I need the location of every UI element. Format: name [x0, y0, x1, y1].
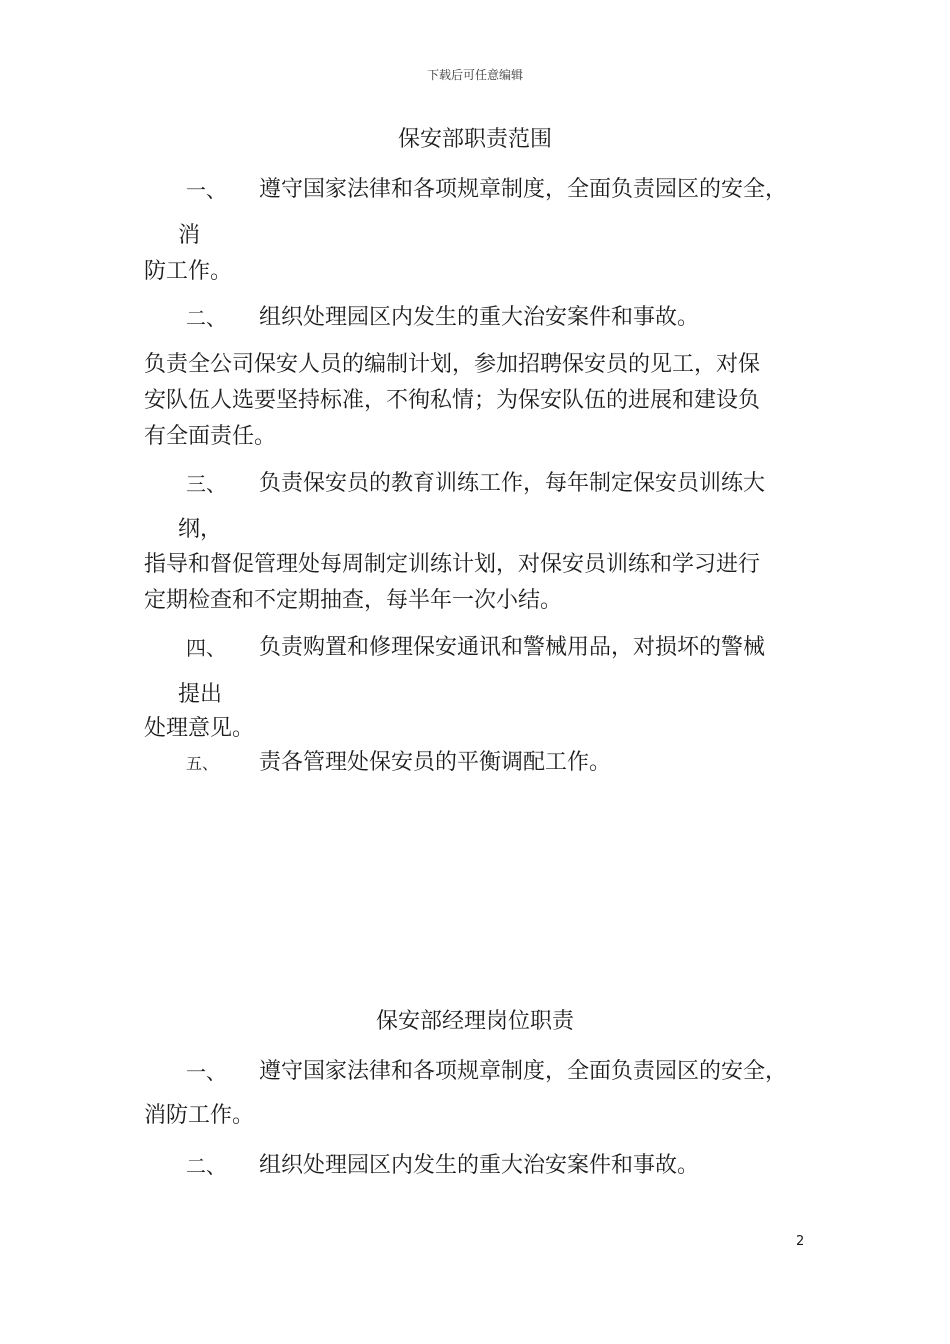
item-text: 遵守国家法律和各项规章制度，全面负责园区的安全，	[259, 1059, 788, 1084]
item-text: 提出	[178, 682, 223, 707]
item-text: 组织处理园区内发生的重大治安案件和事故。	[259, 305, 700, 330]
item-text: 负责购置和修理保安通讯和警械用品，对损坏的警械	[259, 635, 766, 660]
item-number: 一、	[186, 1060, 226, 1084]
paragraph-text: 安队伍人选要坚持标准，不徇私情；为保安队伍的进展和建设负	[144, 388, 761, 413]
section-title: 保安部经理岗位职责	[375, 1009, 574, 1034]
item-text: 防工作。	[144, 259, 233, 284]
section-title: 保安部职责范围	[397, 127, 552, 152]
item-number: 二、	[186, 306, 226, 330]
item-text: 遵守国家法律和各项规章制度，全面负责园区的安全，	[259, 177, 788, 202]
item-number: 五、	[186, 754, 219, 773]
item-text: 消	[178, 223, 201, 248]
item-text: 指导和督促管理处每周制定训练计划，对保安员训练和学习进行	[144, 552, 761, 577]
item-text: 纲，	[178, 517, 223, 542]
paragraph-text: 负责全公司保安人员的编制计划，参加招聘保安员的见工，对保	[144, 352, 761, 377]
page-header: 下载后可任意编辑	[426, 68, 523, 82]
item-text: 责各管理处保安员的平衡调配工作。	[259, 750, 612, 775]
paragraph-text: 有全面责任。	[144, 424, 277, 449]
page-number: 2	[796, 1234, 805, 1249]
item-text: 处理意见。	[144, 716, 255, 741]
item-text: 组织处理园区内发生的重大治安案件和事故。	[259, 1153, 700, 1178]
item-number: 三、	[186, 472, 226, 496]
item-text: 负责保安员的教育训练工作，每年制定保安员训练大	[259, 471, 766, 496]
item-text: 定期检查和不定期抽查，每半年一次小结。	[144, 588, 563, 613]
item-number: 四、	[186, 636, 226, 660]
item-number: 一、	[186, 178, 226, 202]
item-number: 二、	[186, 1154, 226, 1178]
item-text: 消防工作。	[144, 1103, 255, 1128]
